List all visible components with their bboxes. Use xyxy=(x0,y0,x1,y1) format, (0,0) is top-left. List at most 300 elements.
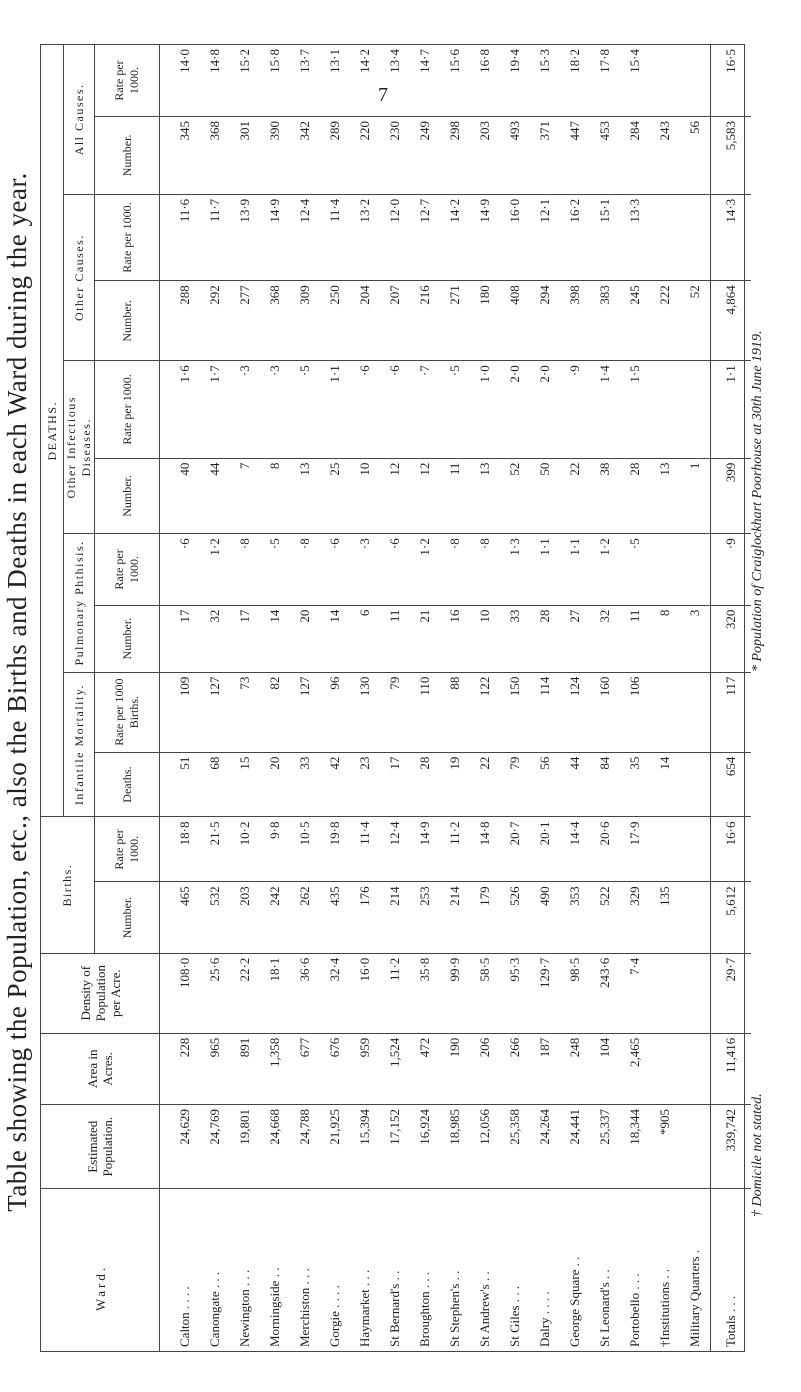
phthisis-rate-cell: ·8 xyxy=(230,534,260,605)
table-title: Table showing the Population, etc., also the Births and Deaths in each Ward during the year. xyxy=(2,172,32,1212)
births-rate-cell: 18·8 xyxy=(170,817,200,882)
infectious-number-cell: 13 xyxy=(470,458,500,534)
density-cell: 95·3 xyxy=(500,953,530,1033)
table-row xyxy=(470,45,500,1351)
phthisis-rate-cell: ·3 xyxy=(350,534,380,605)
population-cell: 25,337 xyxy=(590,1105,620,1189)
population-cell: 15,394 xyxy=(350,1105,380,1189)
ward-name: Dalry . . . . xyxy=(530,1189,560,1351)
ward-name: St Andrew's . . xyxy=(470,1189,500,1351)
totals-label: Totals . . . xyxy=(711,1189,752,1351)
density-cell: 11·2 xyxy=(380,953,410,1033)
ward-name: St Giles . . . xyxy=(500,1189,530,1351)
population-cell: 19,801 xyxy=(230,1105,260,1189)
total-other-rate: 14·3 xyxy=(711,194,752,280)
infantile-rate-cell: 150 xyxy=(500,672,530,752)
area-cell: 104 xyxy=(590,1033,620,1104)
infectious-number-cell: 38 xyxy=(590,458,620,534)
infectious-number-cell: 13 xyxy=(290,458,320,534)
statistics-table xyxy=(41,45,751,1351)
births-number-cell: 329 xyxy=(620,882,650,953)
phthisis-rate-cell: 1·1 xyxy=(530,534,560,605)
other-rate-cell: 12·1 xyxy=(530,194,560,280)
density-cell: 99·9 xyxy=(440,953,470,1033)
other-number-cell: 368 xyxy=(260,281,290,361)
other-number-cell: 204 xyxy=(350,281,380,361)
ward-name: George Square . . xyxy=(560,1189,590,1351)
births-number-cell: 214 xyxy=(440,882,470,953)
all-number-cell: 289 xyxy=(320,116,350,194)
other-rate-cell: 11·4 xyxy=(320,194,350,280)
all-number-cell: 230 xyxy=(380,116,410,194)
density-cell: 22·2 xyxy=(230,953,260,1033)
phthisis-number-cell: 6 xyxy=(350,605,380,672)
subheader-other-number: Number. xyxy=(95,281,160,361)
table-row xyxy=(590,45,620,1351)
all-number-cell: 390 xyxy=(260,116,290,194)
population-cell: 17,152 xyxy=(380,1105,410,1189)
total-all-rate: 16·5 xyxy=(711,45,752,116)
births-rate-cell: 20·1 xyxy=(530,817,560,882)
infectious-number-cell: 8 xyxy=(260,458,290,534)
births-rate-cell: 11·4 xyxy=(350,817,380,882)
other-number-cell: 245 xyxy=(620,281,650,361)
infantile-rate-cell: 127 xyxy=(290,672,320,752)
ward-name: Gorgie . . . . xyxy=(320,1189,350,1351)
all-number-cell: 220 xyxy=(350,116,380,194)
all-rate-cell: 14·0 xyxy=(177,49,192,73)
births-number-cell: 176 xyxy=(350,882,380,953)
phthisis-rate-cell: 1·2 xyxy=(200,534,230,605)
phthisis-number-cell: 17 xyxy=(170,605,200,672)
phthisis-number-cell: 14 xyxy=(320,605,350,672)
density-cell xyxy=(680,953,711,1033)
area-cell: 190 xyxy=(440,1033,470,1104)
ward-name: Military Quarters . xyxy=(680,1189,711,1351)
other-number-cell: 288 xyxy=(170,281,200,361)
phthisis-rate-cell: ·6 xyxy=(380,534,410,605)
other-rate-cell: 12·7 xyxy=(410,194,440,280)
area-cell: 959 xyxy=(350,1033,380,1104)
other-number-cell: 277 xyxy=(230,281,260,361)
other-rate-cell: 12·4 xyxy=(290,194,320,280)
infantile-deaths-cell: 68 xyxy=(200,752,230,817)
population-cell: 12,056 xyxy=(470,1105,500,1189)
all-rate-cell: 16·8 xyxy=(477,49,492,73)
infantile-rate-cell: 82 xyxy=(260,672,290,752)
table-row xyxy=(230,45,260,1351)
table-row xyxy=(290,45,320,1351)
all-number-cell: 342 xyxy=(290,116,320,194)
area-cell: 891 xyxy=(230,1033,260,1104)
infantile-deaths-cell xyxy=(680,752,711,817)
infectious-rate-cell: 1·4 xyxy=(590,361,620,458)
births-rate-cell: 17·9 xyxy=(620,817,650,882)
other-number-cell: 180 xyxy=(470,281,500,361)
all-rate-cell: 17·8 xyxy=(597,49,612,73)
infantile-deaths-cell: 42 xyxy=(320,752,350,817)
infantile-rate-cell xyxy=(680,672,711,752)
infectious-rate-cell: 1·1 xyxy=(320,361,350,458)
ward-name: St Leonard's . . xyxy=(590,1189,620,1351)
births-rate-cell: 9·8 xyxy=(260,817,290,882)
area-cell: 248 xyxy=(560,1033,590,1104)
other-rate-cell: 14·9 xyxy=(470,194,500,280)
table-row xyxy=(380,45,410,1351)
infectious-number-cell: 11 xyxy=(440,458,470,534)
infectious-number-cell: 13 xyxy=(650,458,680,534)
births-rate-cell xyxy=(650,817,680,882)
header-infantile: Infantile Mortality. xyxy=(64,672,95,817)
births-rate-cell: 11·2 xyxy=(440,817,470,882)
subheader-other-rate: Rate per 1000. xyxy=(95,194,160,280)
all-rate-cell xyxy=(680,45,711,116)
other-number-cell: 383 xyxy=(590,281,620,361)
ward-name: Broughton . . . xyxy=(410,1189,440,1351)
area-cell: 965 xyxy=(200,1033,230,1104)
all-rate-cell: 13·1 xyxy=(327,49,342,73)
ward-name: †Institutions . . xyxy=(650,1189,680,1351)
phthisis-rate-cell: 1·2 xyxy=(410,534,440,605)
all-rate-cell: 15·3 xyxy=(537,49,552,73)
other-rate-cell xyxy=(680,194,711,280)
infantile-rate-cell: 160 xyxy=(590,672,620,752)
all-rate-cell xyxy=(650,45,680,116)
other-number-cell: 207 xyxy=(380,281,410,361)
total-infectious-rate: 1·1 xyxy=(711,361,752,458)
phthisis-number-cell: 20 xyxy=(290,605,320,672)
infantile-rate-cell: 124 xyxy=(560,672,590,752)
infectious-rate-cell xyxy=(650,361,680,458)
infantile-rate-cell: 88 xyxy=(440,672,470,752)
phthisis-number-cell: 17 xyxy=(230,605,260,672)
phthisis-rate-cell: ·6 xyxy=(320,534,350,605)
infectious-rate-cell: ·5 xyxy=(290,361,320,458)
statistics-table-frame xyxy=(40,44,745,1352)
total-infectious-number: 399 xyxy=(711,458,752,534)
all-number-cell: 56 xyxy=(680,116,711,194)
population-cell: 18,985 xyxy=(440,1105,470,1189)
other-number-cell: 398 xyxy=(560,281,590,361)
table-row xyxy=(560,45,590,1351)
density-cell: 129·7 xyxy=(530,953,560,1033)
density-cell: 58·5 xyxy=(470,953,500,1033)
all-number-cell: 493 xyxy=(500,116,530,194)
phthisis-rate-cell xyxy=(650,534,680,605)
subheader-births-number: Number. xyxy=(95,882,160,953)
infectious-number-cell: 40 xyxy=(170,458,200,534)
area-cell: 472 xyxy=(410,1033,440,1104)
infectious-number-cell: 12 xyxy=(410,458,440,534)
infantile-rate-cell: 114 xyxy=(530,672,560,752)
all-rate-cell: 13·4 xyxy=(387,49,402,73)
all-number-cell: 249 xyxy=(410,116,440,194)
ward-name: St Bernard's . . xyxy=(380,1189,410,1351)
all-number-cell: 371 xyxy=(530,116,560,194)
births-number-cell xyxy=(680,882,711,953)
density-cell: 16·0 xyxy=(350,953,380,1033)
table-row xyxy=(410,45,440,1351)
table-row xyxy=(320,45,350,1351)
phthisis-number-cell: 32 xyxy=(590,605,620,672)
density-cell: 98·5 xyxy=(560,953,590,1033)
subheader-phthisis-rate: Rate per 1000. xyxy=(95,534,160,605)
infantile-rate-cell xyxy=(650,672,680,752)
population-cell: 24,668 xyxy=(260,1105,290,1189)
phthisis-rate-cell: 1·1 xyxy=(560,534,590,605)
infantile-deaths-cell: 15 xyxy=(230,752,260,817)
subheader-infectious-rate: Rate per 1000. xyxy=(95,361,160,458)
other-rate-cell: 14·2 xyxy=(440,194,470,280)
infantile-rate-cell: 106 xyxy=(620,672,650,752)
area-cell: 187 xyxy=(530,1033,560,1104)
header-births: Births. xyxy=(41,817,95,953)
births-rate-cell xyxy=(680,817,711,882)
births-number-cell: 135 xyxy=(650,882,680,953)
density-cell: 243·6 xyxy=(590,953,620,1033)
births-rate-cell: 14·9 xyxy=(410,817,440,882)
population-cell: 18,344 xyxy=(620,1105,650,1189)
births-number-cell: 179 xyxy=(470,882,500,953)
total-other-number: 4,864 xyxy=(711,281,752,361)
phthisis-number-cell: 11 xyxy=(620,605,650,672)
other-rate-cell: 14·9 xyxy=(260,194,290,280)
all-number-cell: 284 xyxy=(620,116,650,194)
phthisis-number-cell: 3 xyxy=(680,605,711,672)
totals-row xyxy=(711,45,752,1351)
ward-name: Canongate . . . xyxy=(200,1189,230,1351)
table-row xyxy=(500,45,530,1351)
births-number-cell: 522 xyxy=(590,882,620,953)
infantile-rate-cell: 79 xyxy=(380,672,410,752)
births-rate-cell: 12·4 xyxy=(380,817,410,882)
area-cell xyxy=(680,1033,711,1104)
population-cell: 24,788 xyxy=(290,1105,320,1189)
header-density: Density of Population per Acre. xyxy=(41,953,160,1033)
phthisis-rate-cell: 1·3 xyxy=(500,534,530,605)
total-population: 339,742 xyxy=(711,1105,752,1189)
table-body xyxy=(160,45,752,1351)
infantile-deaths-cell: 79 xyxy=(500,752,530,817)
infantile-deaths-cell: 20 xyxy=(260,752,290,817)
other-rate-cell: 16·2 xyxy=(560,194,590,280)
other-number-cell: 408 xyxy=(500,281,530,361)
density-cell: 18·1 xyxy=(260,953,290,1033)
infectious-rate-cell: 1·6 xyxy=(170,361,200,458)
infectious-rate-cell: 1·7 xyxy=(200,361,230,458)
infectious-rate-cell: ·6 xyxy=(350,361,380,458)
infantile-deaths-cell: 35 xyxy=(620,752,650,817)
phthisis-rate-cell: ·8 xyxy=(290,534,320,605)
phthisis-number-cell: 14 xyxy=(260,605,290,672)
infectious-number-cell: 12 xyxy=(380,458,410,534)
ward-name: Portobello . . . xyxy=(620,1189,650,1351)
infantile-deaths-cell: 23 xyxy=(350,752,380,817)
area-cell: 206 xyxy=(470,1033,500,1104)
area-cell: 676 xyxy=(320,1033,350,1104)
density-cell: 7·4 xyxy=(620,953,650,1033)
header-other-causes: Other Causes. xyxy=(64,194,95,360)
total-phthisis-number: 320 xyxy=(711,605,752,672)
other-number-cell: 222 xyxy=(650,281,680,361)
phthisis-number-cell: 8 xyxy=(650,605,680,672)
infectious-rate-cell xyxy=(680,361,711,458)
population-cell xyxy=(680,1105,711,1189)
phthisis-number-cell: 10 xyxy=(470,605,500,672)
density-cell: 36·6 xyxy=(290,953,320,1033)
ward-name: Merchiston . . . xyxy=(290,1189,320,1351)
population-cell: 24,629 xyxy=(170,1105,200,1189)
phthisis-rate-cell: ·8 xyxy=(470,534,500,605)
infantile-deaths-cell: 19 xyxy=(440,752,470,817)
all-rate-cell: 19·4 xyxy=(507,49,522,73)
infantile-rate-cell: 73 xyxy=(230,672,260,752)
phthisis-number-cell: 33 xyxy=(500,605,530,672)
all-number-cell: 203 xyxy=(470,116,500,194)
phthisis-number-cell: 21 xyxy=(410,605,440,672)
births-number-cell: 435 xyxy=(320,882,350,953)
page-number: 7 xyxy=(378,84,388,106)
table-row xyxy=(440,45,470,1351)
all-number-cell: 345 xyxy=(170,116,200,194)
population-cell: 16,924 xyxy=(410,1105,440,1189)
all-number-cell: 453 xyxy=(590,116,620,194)
phthisis-number-cell: 11 xyxy=(380,605,410,672)
births-rate-cell: 14·8 xyxy=(470,817,500,882)
population-cell: 24,441 xyxy=(560,1105,590,1189)
table-row xyxy=(350,45,380,1351)
infectious-number-cell: 10 xyxy=(350,458,380,534)
total-births-number: 5,612 xyxy=(711,882,752,953)
births-rate-cell: 14·4 xyxy=(560,817,590,882)
header-ward: Ward. xyxy=(41,1189,160,1351)
all-rate-cell: 15·2 xyxy=(237,49,252,73)
all-rate-cell: 15·8 xyxy=(267,49,282,73)
other-rate-cell: 11·6 xyxy=(170,194,200,280)
total-births-rate: 16·6 xyxy=(711,817,752,882)
phthisis-number-cell: 27 xyxy=(560,605,590,672)
spacer-row xyxy=(160,45,171,1351)
infantile-deaths-cell: 56 xyxy=(530,752,560,817)
all-rate-cell: 14·2 xyxy=(357,49,372,73)
subheader-infectious-number: Number. xyxy=(95,458,160,534)
ward-name: Calton . . . . xyxy=(170,1189,200,1351)
phthisis-number-cell: 32 xyxy=(200,605,230,672)
all-number-cell: 301 xyxy=(230,116,260,194)
births-rate-cell: 21·5 xyxy=(200,817,230,882)
footnote-domicile: † Domicile not stated. xyxy=(750,1093,765,1217)
phthisis-rate-cell: 1·2 xyxy=(590,534,620,605)
table-row xyxy=(650,45,680,1351)
infantile-rate-cell: 110 xyxy=(410,672,440,752)
infectious-number-cell: 1 xyxy=(680,458,711,534)
all-number-cell: 243 xyxy=(650,116,680,194)
births-number-cell: 465 xyxy=(170,882,200,953)
area-cell: 2,465 xyxy=(620,1033,650,1104)
header-phthisis: Pulmonary Phthisis. xyxy=(64,534,95,672)
births-number-cell: 214 xyxy=(380,882,410,953)
infectious-rate-cell: ·7 xyxy=(410,361,440,458)
subheader-all-number: Number. xyxy=(95,116,160,194)
other-rate-cell: 11·7 xyxy=(200,194,230,280)
infectious-number-cell: 44 xyxy=(200,458,230,534)
population-cell: 24,769 xyxy=(200,1105,230,1189)
density-cell: 108·0 xyxy=(170,953,200,1033)
population-cell: 24,264 xyxy=(530,1105,560,1189)
table-row xyxy=(200,45,230,1351)
infantile-rate-cell: 130 xyxy=(350,672,380,752)
all-rate-cell: 18·2 xyxy=(567,49,582,73)
area-cell: 266 xyxy=(500,1033,530,1104)
all-rate-cell: 15·4 xyxy=(627,49,642,73)
infectious-rate-cell: ·9 xyxy=(560,361,590,458)
density-cell: 32·4 xyxy=(320,953,350,1033)
phthisis-rate-cell: ·5 xyxy=(620,534,650,605)
infectious-rate-cell: 1·0 xyxy=(470,361,500,458)
table-row xyxy=(530,45,560,1351)
total-all-number: 5,583 xyxy=(711,116,752,194)
phthisis-rate-cell: ·6 xyxy=(170,534,200,605)
all-rate-cell: 15·6 xyxy=(447,49,462,73)
other-number-cell: 216 xyxy=(410,281,440,361)
births-number-cell: 353 xyxy=(560,882,590,953)
other-rate-cell: 13·9 xyxy=(230,194,260,280)
infectious-rate-cell: ·3 xyxy=(230,361,260,458)
all-rate-cell: 13·7 xyxy=(297,49,312,73)
density-cell xyxy=(650,953,680,1033)
phthisis-number-cell: 28 xyxy=(530,605,560,672)
infectious-number-cell: 52 xyxy=(500,458,530,534)
total-infantile-rate: 117 xyxy=(711,672,752,752)
births-rate-cell: 19·8 xyxy=(320,817,350,882)
ward-name: Morningside . . xyxy=(260,1189,290,1351)
infantile-deaths-cell: 44 xyxy=(560,752,590,817)
other-number-cell: 271 xyxy=(440,281,470,361)
births-number-cell: 203 xyxy=(230,882,260,953)
births-rate-cell: 10·2 xyxy=(230,817,260,882)
subheader-infantile-deaths: Deaths. xyxy=(95,752,160,817)
subheader-all-rate: Rate per 1000. xyxy=(95,45,160,116)
table-row xyxy=(260,45,290,1351)
other-number-cell: 52 xyxy=(680,281,711,361)
births-number-cell: 262 xyxy=(290,882,320,953)
infantile-deaths-cell: 17 xyxy=(380,752,410,817)
header-deaths: DEATHS. xyxy=(41,45,64,817)
area-cell: 1,524 xyxy=(380,1033,410,1104)
infantile-deaths-cell: 14 xyxy=(650,752,680,817)
infantile-rate-cell: 96 xyxy=(320,672,350,752)
infectious-number-cell: 25 xyxy=(320,458,350,534)
infectious-rate-cell: ·6 xyxy=(380,361,410,458)
births-rate-cell: 20·6 xyxy=(590,817,620,882)
infantile-deaths-cell: 84 xyxy=(590,752,620,817)
all-number-cell: 368 xyxy=(200,116,230,194)
births-number-cell: 532 xyxy=(200,882,230,953)
other-number-cell: 292 xyxy=(200,281,230,361)
density-cell: 25·6 xyxy=(200,953,230,1033)
infectious-rate-cell: 2·0 xyxy=(500,361,530,458)
other-rate-cell: 16·0 xyxy=(500,194,530,280)
subheader-births-rate: Rate per 1000. xyxy=(95,817,160,882)
all-number-cell: 298 xyxy=(440,116,470,194)
births-number-cell: 253 xyxy=(410,882,440,953)
ward-name: Newington . . . xyxy=(230,1189,260,1351)
infantile-deaths-cell: 22 xyxy=(470,752,500,817)
other-rate-cell: 12·0 xyxy=(380,194,410,280)
infectious-rate-cell: 1·5 xyxy=(620,361,650,458)
infectious-rate-cell: ·3 xyxy=(260,361,290,458)
other-rate-cell xyxy=(650,194,680,280)
